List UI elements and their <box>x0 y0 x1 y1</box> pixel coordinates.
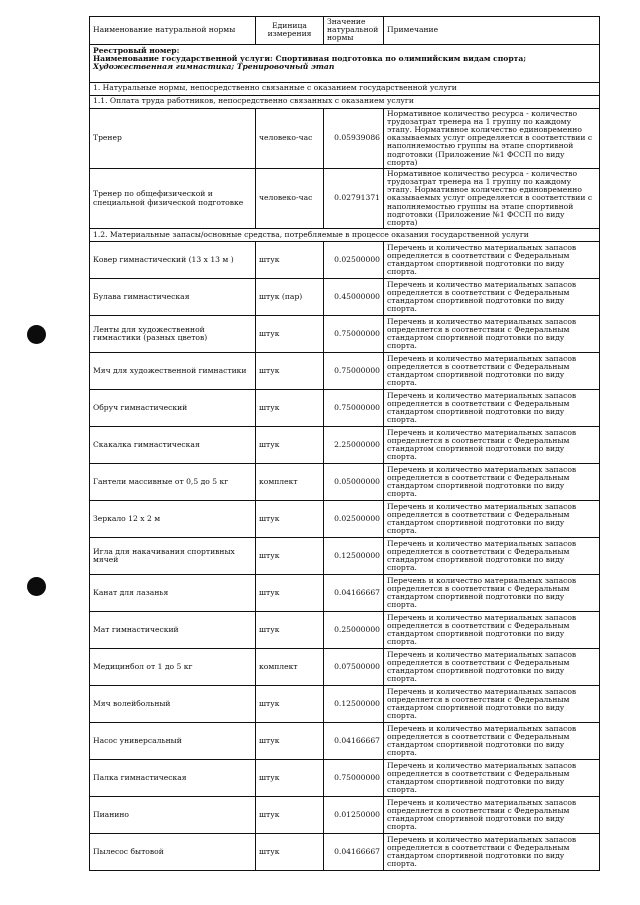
material-value: 0.75000000 <box>324 390 384 427</box>
material-row <box>90 501 600 538</box>
material-note: Перечень и количество материальных запасов определяется в соответствии с Федеральным стандартом спортивной подготовки по виду спорта. <box>384 390 600 427</box>
material-row <box>90 834 600 871</box>
material-name: Булава гимнастическая <box>90 279 256 316</box>
staff-name: Тренер <box>90 108 256 168</box>
material-unit: штук <box>256 316 324 353</box>
header-value: Значение натуральной нормы <box>324 17 384 45</box>
material-note: Перечень и количество материальных запасов определяется в соответствии с Федеральным стандартом спортивной подготовки по виду спорта. <box>384 723 600 760</box>
material-value: 0.04166667 <box>324 723 384 760</box>
section-1-1-title: 1.1. Оплата труда работников, непосредственно связанных с оказанием услуги <box>90 95 600 108</box>
material-name: Канат для лазанья <box>90 575 256 612</box>
material-row <box>90 649 600 686</box>
section-row <box>90 229 600 242</box>
material-unit: штук <box>256 575 324 612</box>
material-row <box>90 353 600 390</box>
material-name: Насос универсальный <box>90 723 256 760</box>
staff-value: 0.02791371 <box>324 168 384 228</box>
material-note: Перечень и количество материальных запасов определяется в соответствии с Федеральным стандартом спортивной подготовки по виду спорта. <box>384 353 600 390</box>
material-name: Зеркало 12 х 2 м <box>90 501 256 538</box>
material-value: 0.12500000 <box>324 686 384 723</box>
registry-number: Реестровый номер: <box>93 45 180 55</box>
material-unit: комплект <box>256 464 324 501</box>
material-row <box>90 686 600 723</box>
material-unit: штук <box>256 686 324 723</box>
material-note: Перечень и количество материальных запасов определяется в соответствии с Федеральным стандартом спортивной подготовки по виду спорта. <box>384 316 600 353</box>
material-note: Перечень и количество материальных запасов определяется в соответствии с Федеральным стандартом спортивной подготовки по виду спорта. <box>384 538 600 575</box>
material-row <box>90 538 600 575</box>
material-value: 0.75000000 <box>324 316 384 353</box>
material-value: 0.12500000 <box>324 538 384 575</box>
material-row <box>90 390 600 427</box>
material-note: Перечень и количество материальных запасов определяется в соответствии с Федеральным стандартом спортивной подготовки по виду спорта. <box>384 612 600 649</box>
material-name: Мат гимнастический <box>90 612 256 649</box>
material-value: 0.04166667 <box>324 834 384 871</box>
staff-row <box>90 168 600 228</box>
section-row <box>90 82 600 95</box>
material-unit: штук <box>256 834 324 871</box>
material-name: Ковер гимнастический (13 x 13 м ) <box>90 242 256 279</box>
staff-name: Тренер по общефизической и специальной физической подготовке <box>90 168 256 228</box>
material-unit: штук <box>256 612 324 649</box>
material-note: Перечень и количество материальных запасов определяется в соответствии с Федеральным стандартом спортивной подготовки по виду спорта. <box>384 760 600 797</box>
section-row <box>90 95 600 108</box>
material-unit: штук <box>256 723 324 760</box>
material-name: Палка гимнастическая <box>90 760 256 797</box>
material-name: Мяч для художественной гимнастики <box>90 353 256 390</box>
material-note: Перечень и количество материальных запасов определяется в соответствии с Федеральным стандартом спортивной подготовки по виду спорта. <box>384 427 600 464</box>
material-name: Медицинбол от 1 до 5 кг <box>90 649 256 686</box>
material-unit: комплект <box>256 649 324 686</box>
material-value: 0.01250000 <box>324 797 384 834</box>
service-name: Наименование государственной услуги: Спортивная подготовка по олимпийским видам спорта; <box>93 53 527 63</box>
section-1-title: 1. Натуральные нормы, непосредственно связанные с оказанием государственной услуги <box>90 82 600 95</box>
section-1-2-title: 1.2. Материальные запасы/основные средства, потребляемые в процессе оказания государственной услуги <box>90 229 600 242</box>
material-unit: штук <box>256 427 324 464</box>
material-value: 0.75000000 <box>324 353 384 390</box>
material-unit: штук <box>256 797 324 834</box>
material-row <box>90 575 600 612</box>
material-name: Скакалка гимнастическая <box>90 427 256 464</box>
punch-hole-mark <box>27 325 46 344</box>
material-unit: штук <box>256 760 324 797</box>
service-detail: Художественная гимнастика; Тренировочный этап <box>93 61 335 71</box>
material-note: Перечень и количество материальных запасов определяется в соответствии с Федеральным стандартом спортивной подготовки по виду спорта. <box>384 797 600 834</box>
material-value: 0.07500000 <box>324 649 384 686</box>
material-note: Перечень и количество материальных запасов определяется в соответствии с Федеральным стандартом спортивной подготовки по виду спорта. <box>384 575 600 612</box>
material-value: 0.02500000 <box>324 501 384 538</box>
material-row <box>90 760 600 797</box>
material-note: Перечень и количество материальных запасов определяется в соответствии с Федеральным стандартом спортивной подготовки по виду спорта. <box>384 686 600 723</box>
staff-value: 0.05939086 <box>324 108 384 168</box>
header-note: Примечание <box>384 17 600 45</box>
header-unit: Единица измерения <box>256 17 324 45</box>
staff-note: Нормативное количество ресурса - количество трудозатрат тренера на 1 группу по каждому этапу. Нормативное количество единовременно оказываемых услуг определяется в соответствии с наполняемостью группы на этапе спортивной подготовки (Приложение №1 ФССП по виду спорта) <box>384 108 600 168</box>
material-row <box>90 427 600 464</box>
punch-hole-mark <box>27 577 46 596</box>
material-value: 2.25000000 <box>324 427 384 464</box>
material-note: Перечень и количество материальных запасов определяется в соответствии с Федеральным стандартом спортивной подготовки по виду спорта. <box>384 464 600 501</box>
material-unit: штук <box>256 353 324 390</box>
material-unit: штук <box>256 390 324 427</box>
material-row <box>90 279 600 316</box>
material-note: Перечень и количество материальных запасов определяется в соответствии с Федеральным стандартом спортивной подготовки по виду спорта. <box>384 242 600 279</box>
material-name: Пылесос бытовой <box>90 834 256 871</box>
registry-row <box>90 44 600 82</box>
material-row <box>90 612 600 649</box>
material-name: Игла для накачивания спортивных мячей <box>90 538 256 575</box>
material-value: 0.45000000 <box>324 279 384 316</box>
material-value: 0.75000000 <box>324 760 384 797</box>
staff-note: Нормативное количество ресурса - количество трудозатрат тренера на 1 группу по каждому этапу. Нормативное количество единовременно оказываемых услуг определяется в соответствии с наполняемостью группы на этапе спортивной подготовки (Приложение №1 ФССП по виду спорта) <box>384 168 600 228</box>
material-name: Обруч гимнастический <box>90 390 256 427</box>
material-value: 0.25000000 <box>324 612 384 649</box>
material-unit: штук <box>256 501 324 538</box>
table-header-row <box>90 17 600 45</box>
material-name: Гантели массивные от 0,5 до 5 кг <box>90 464 256 501</box>
material-note: Перечень и количество материальных запасов определяется в соответствии с Федеральным стандартом спортивной подготовки по виду спорта. <box>384 501 600 538</box>
material-value: 0.05000000 <box>324 464 384 501</box>
staff-unit: человеко-час <box>256 108 324 168</box>
material-row <box>90 316 600 353</box>
material-name: Мяч волейбольный <box>90 686 256 723</box>
material-note: Перечень и количество материальных запасов определяется в соответствии с Федеральным стандартом спортивной подготовки по виду спорта. <box>384 279 600 316</box>
material-row <box>90 723 600 760</box>
material-row <box>90 242 600 279</box>
material-name: Пианино <box>90 797 256 834</box>
material-value: 0.04166667 <box>324 575 384 612</box>
material-note: Перечень и количество материальных запасов определяется в соответствии с Федеральным стандартом спортивной подготовки по виду спорта. <box>384 649 600 686</box>
material-row <box>90 464 600 501</box>
material-unit: штук (пар) <box>256 279 324 316</box>
material-value: 0.02500000 <box>324 242 384 279</box>
header-name: Наименование натуральной нормы <box>90 17 256 45</box>
staff-row <box>90 108 600 168</box>
material-unit: штук <box>256 538 324 575</box>
material-row <box>90 797 600 834</box>
material-note: Перечень и количество материальных запасов определяется в соответствии с Федеральным стандартом спортивной подготовки по виду спорта. <box>384 834 600 871</box>
material-name: Ленты для художественной гимнастики (разных цветов) <box>90 316 256 353</box>
material-unit: штук <box>256 242 324 279</box>
norms-table <box>89 16 600 871</box>
staff-unit: человеко-час <box>256 168 324 228</box>
